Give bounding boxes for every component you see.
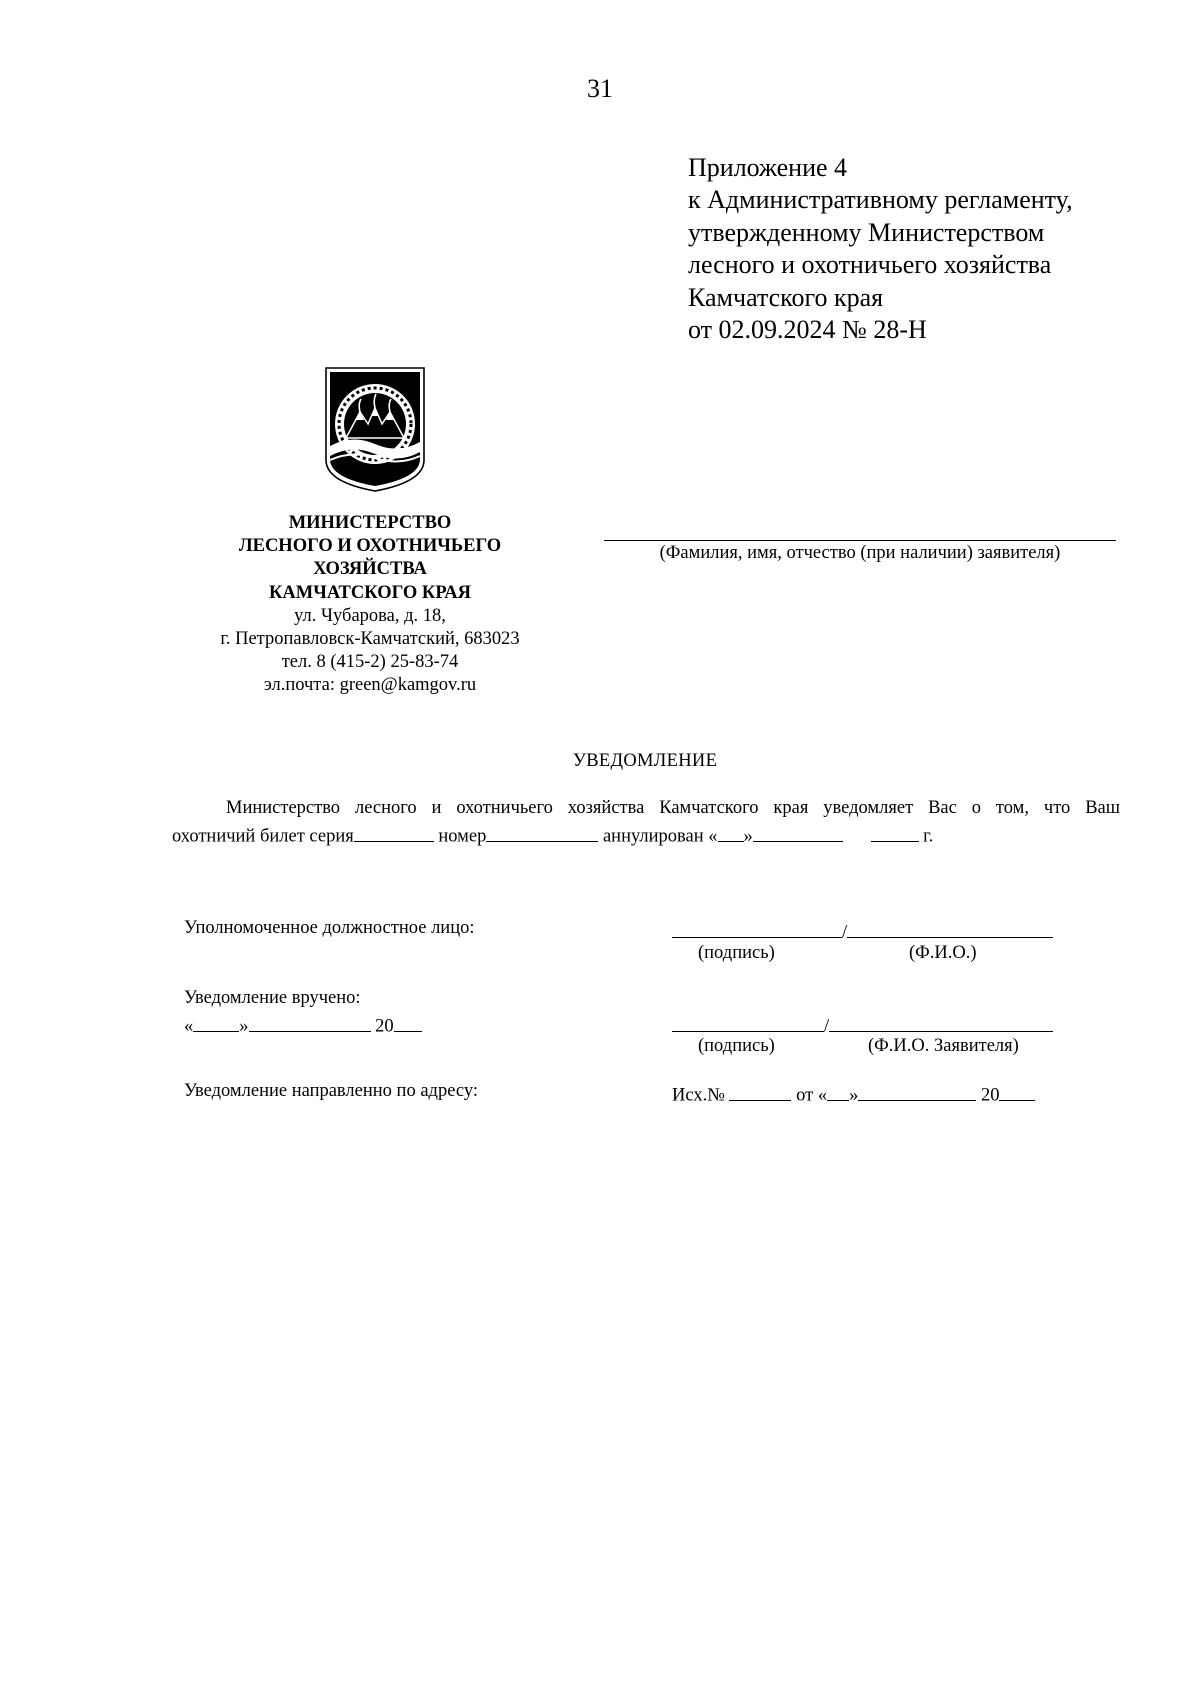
ministry-email: эл.почта: green@kamgov.ru: [263, 675, 477, 696]
delivered-label: Уведомление вручено:: [184, 988, 361, 1008]
ministry-block: [200, 512, 540, 698]
official-signature-field[interactable]: [672, 918, 842, 938]
quote-close: »: [849, 1085, 859, 1106]
page-number: 31: [587, 74, 613, 103]
appendix-line: Камчатского края: [688, 282, 884, 312]
year-suffix: г.: [923, 826, 934, 847]
applicant-fio-field[interactable]: [829, 1012, 1053, 1032]
applicant-signature-row: /: [672, 1012, 1053, 1038]
applicant-name-field[interactable]: [604, 540, 1116, 541]
outgoing-year-prefix: 20: [980, 1085, 1000, 1106]
annul-year-field[interactable]: [871, 822, 919, 842]
delivered-day-field[interactable]: [193, 1012, 239, 1032]
series-label: охотничий билет серия: [172, 826, 354, 847]
delivered-month-field[interactable]: [249, 1012, 371, 1032]
ministry-name-line: ЛЕСНОГО И ОХОТНИЧЬЕГО: [238, 536, 502, 557]
notice-text-line: Министерство лесного и охотничьего хозяйства Камчатского края уведомляет Вас о том, что Ваш: [226, 798, 1120, 818]
outgoing-year-field[interactable]: [999, 1081, 1035, 1101]
official-name-caption: (Ф.И.О.): [909, 943, 977, 963]
outgoing-number-label: Исх.№: [672, 1085, 725, 1106]
ministry-name-line: МИНИСТЕРСТВО: [288, 513, 452, 533]
ministry-address-line: тел. 8 (415-2) 25-83-74: [281, 652, 459, 673]
applicant-signature-caption: (подпись): [698, 1036, 775, 1056]
ministry-name-line: ХОЗЯЙСТВА: [313, 559, 427, 580]
document-title: УВЕДОМЛЕНИЕ: [572, 751, 718, 771]
from-label: от «: [796, 1085, 828, 1106]
official-signature-row: /: [672, 918, 1053, 944]
official-signature-caption: (подпись): [698, 943, 775, 963]
quote-close: »: [743, 826, 753, 847]
kamchatka-coat-of-arms-icon: [322, 364, 428, 494]
appendix-line: к Административному регламенту,: [688, 185, 1073, 215]
series-field[interactable]: [354, 822, 434, 842]
quote-open: «: [184, 1016, 194, 1037]
ministry-address-line: г. Петропавловск-Камчатский, 683023: [220, 629, 520, 650]
applicant-signature-field[interactable]: [672, 1012, 824, 1032]
applicant-caption: (Фамилия, имя, отчество (при наличии) заявителя): [659, 543, 1061, 563]
ministry-address-line: ул. Чубарова, д. 18,: [294, 605, 446, 626]
outgoing-number-field[interactable]: [729, 1081, 791, 1101]
outgoing-day-field[interactable]: [827, 1081, 849, 1101]
appendix-line: утвержденному Министерством: [688, 217, 1045, 247]
number-field[interactable]: [486, 822, 598, 842]
delivered-date-row: [184, 1012, 422, 1038]
quote-close: »: [239, 1016, 249, 1037]
outgoing-month-field[interactable]: [858, 1081, 976, 1101]
delivered-year-prefix: 20: [375, 1016, 394, 1037]
annulled-label: аннулирован «: [602, 826, 718, 847]
annul-month-field[interactable]: [753, 822, 843, 842]
delivered-year-field[interactable]: [394, 1012, 422, 1032]
official-name-field[interactable]: [847, 918, 1053, 938]
sent-label: Уведомление направленно по адресу:: [184, 1081, 478, 1101]
applicant-name-caption: (Ф.И.О. Заявителя): [868, 1036, 1019, 1056]
ministry-name-line: КАМЧАТСКОГО КРАЯ: [269, 582, 471, 603]
number-label: номер: [438, 826, 487, 847]
appendix-line: лесного и охотничьего хозяйства: [688, 250, 1052, 280]
appendix-line: от 02.09.2024 № 28-Н: [688, 315, 927, 345]
outgoing-number-row: [672, 1081, 1035, 1107]
official-label: Уполномоченное должностное лицо:: [184, 918, 475, 938]
appendix-block: [688, 152, 1073, 346]
annul-day-field[interactable]: [718, 822, 744, 842]
notice-text-line-2: [172, 822, 933, 848]
appendix-line: Приложение 4: [688, 153, 848, 182]
